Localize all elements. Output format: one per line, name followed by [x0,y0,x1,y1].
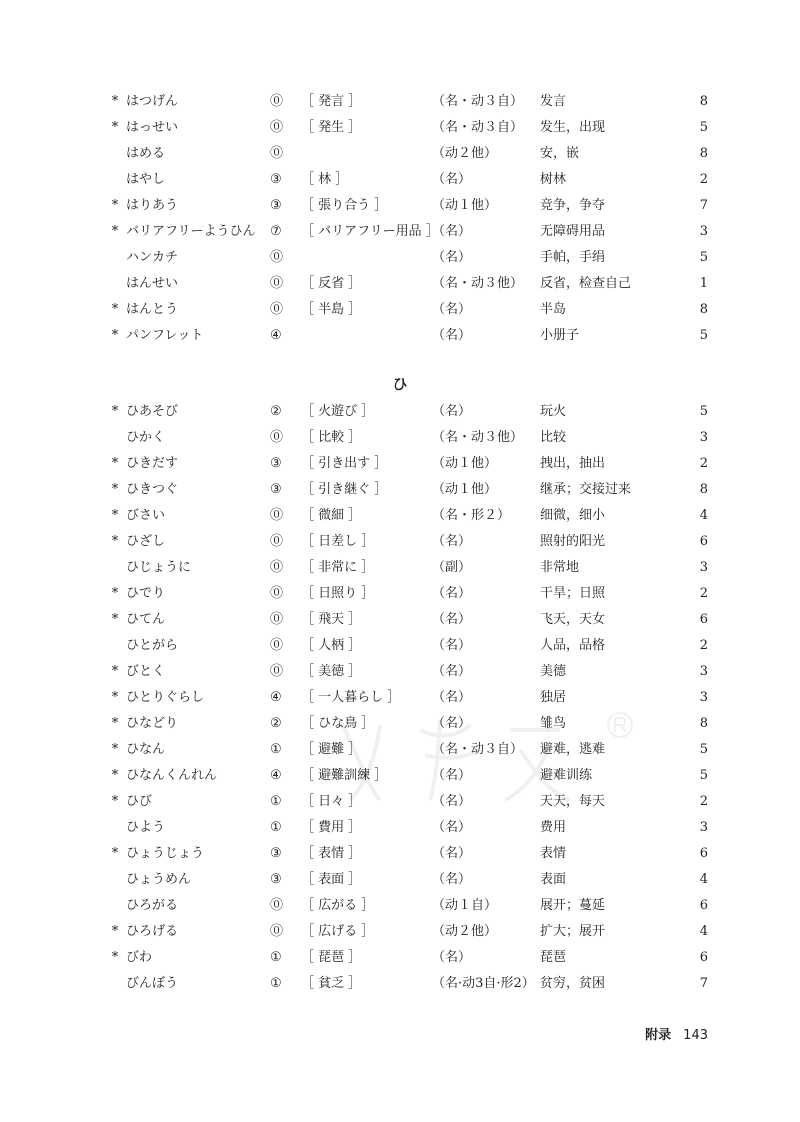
word-meaning: 费用 [540,820,567,835]
lesson-number: 7 [699,198,708,213]
vocab-row [0,607,800,633]
accent-mark: ③ [270,456,282,471]
word-reading: ひきつぐ [126,482,179,497]
part-of-speech: （动１他） [432,198,498,213]
accent-mark: ④ [270,768,282,783]
new-word-star: * [111,120,119,135]
accent-mark: ⓪ [270,508,284,523]
part-of-speech: （名·动3自·形2） [432,976,535,991]
word-meaning: 继承；交接过来 [540,482,632,497]
word-reading: ひよう [126,820,166,835]
vocab-row [0,815,800,841]
lesson-number: 2 [699,638,708,653]
part-of-speech: （名） [432,534,472,549]
part-of-speech: （名） [432,172,472,187]
part-of-speech: （名） [432,950,472,965]
word-meaning: 表情 [540,846,567,861]
kana-section-heading: ひ [392,375,408,393]
vocab-row [0,789,800,815]
vocab-row [0,167,800,193]
accent-mark: ② [270,716,282,731]
word-meaning: 半岛 [540,302,567,317]
lesson-number: 7 [699,976,708,991]
word-kanji: ［ 非常に ］ [301,560,375,575]
word-kanji: ［ 飛天 ］ [301,612,362,627]
lesson-number: 8 [699,94,708,109]
lesson-number: 3 [699,664,708,679]
word-reading: ひてん [126,612,166,627]
lesson-number: 8 [699,146,708,161]
accent-mark: ⓪ [270,612,284,627]
vocab-row [0,893,800,919]
lesson-number: 5 [699,328,708,343]
new-word-star: * [111,612,119,627]
part-of-speech: （动１他） [432,482,498,497]
part-of-speech: （名・动３自） [432,742,524,757]
word-meaning: 琵琶 [540,950,567,965]
page-number: 143 [683,1028,708,1043]
new-word-star: * [111,94,119,109]
part-of-speech: （名） [432,612,472,627]
accent-mark: ⓪ [270,430,284,445]
word-reading: びとく [126,664,166,679]
vocab-row [0,945,800,971]
new-word-star: * [111,224,119,239]
accent-mark: ④ [270,690,282,705]
word-kanji: ［ 比較 ］ [301,430,362,445]
vocab-row [0,297,800,323]
word-meaning: 雏鸟 [540,716,567,731]
vocab-row [0,271,800,297]
vocab-row [0,451,800,477]
lesson-number: 5 [699,742,708,757]
part-of-speech: （名） [432,404,472,419]
word-reading: ひび [126,794,153,809]
new-word-star: * [111,198,119,213]
word-meaning: 无障碍用品 [540,224,606,239]
word-reading: ひでり [126,586,166,601]
word-meaning: 天天，每天 [540,794,606,809]
word-kanji: ［ 引き継ぐ ］ [301,482,388,497]
vocab-row [0,503,800,529]
word-kanji: ［ 発生 ］ [301,120,362,135]
word-reading: はめる [126,146,166,161]
word-kanji: ［ 日々 ］ [301,794,362,809]
word-reading: はりあう [126,198,179,213]
word-reading: ひょうめん [126,872,192,887]
lesson-number: 8 [699,302,708,317]
word-reading: ひじょうに [126,560,192,575]
word-meaning: 扩大；展开 [540,924,606,939]
part-of-speech: （名） [432,224,472,239]
accent-mark: ③ [270,872,282,887]
part-of-speech: （名） [432,846,472,861]
vocab-row [0,89,800,115]
word-reading: ひろがる [126,898,179,913]
part-of-speech: （名） [432,638,472,653]
accent-mark: ⓪ [270,924,284,939]
lesson-number: 3 [699,560,708,575]
accent-mark: ③ [270,846,282,861]
accent-mark: ⓪ [270,276,284,291]
word-meaning: 展开；蔓延 [540,898,606,913]
vocab-row [0,737,800,763]
word-meaning: 竞争，争夺 [540,198,606,213]
vocab-row [0,919,800,945]
accent-mark: ⓪ [270,302,284,317]
word-meaning: 玩火 [540,404,567,419]
word-meaning: 反省，检查自己 [540,276,632,291]
lesson-number: 6 [699,898,708,913]
word-meaning: 贫穷，贫困 [540,976,606,991]
word-reading: ひとがら [126,638,179,653]
accent-mark: ① [270,742,282,757]
lesson-number: 8 [699,482,708,497]
word-kanji: ［ 半島 ］ [301,302,362,317]
footer-label: 附录 [645,1028,672,1043]
accent-mark: ③ [270,172,282,187]
word-kanji: ［ 貧乏 ］ [301,976,362,991]
word-meaning: 非常地 [540,560,580,575]
part-of-speech: （动１自） [432,898,498,913]
part-of-speech: （名） [432,250,472,265]
vocab-section-hi [0,399,800,997]
word-meaning: 避难训练 [540,768,593,783]
new-word-star: * [111,742,119,757]
lesson-number: 6 [699,612,708,627]
lesson-number: 2 [699,794,708,809]
new-word-star: * [111,508,119,523]
word-meaning: 手帕，手绢 [540,250,606,265]
lesson-number: 3 [699,430,708,445]
word-reading: ひろげる [126,924,179,939]
vocab-row [0,555,800,581]
word-meaning: 避难，逃难 [540,742,606,757]
word-kanji: ［ ひな鳥 ］ [301,716,375,731]
part-of-speech: （名） [432,302,472,317]
new-word-star: * [111,456,119,471]
word-reading: はんとう [126,302,179,317]
word-reading: はつげん [126,94,179,109]
part-of-speech: （名・动３他） [432,276,524,291]
word-kanji: ［ 一人暮らし ］ [301,690,401,705]
word-meaning: 独居 [540,690,567,705]
new-word-star: * [111,302,119,317]
lesson-number: 5 [699,768,708,783]
word-meaning: 细微，细小 [540,508,606,523]
vocab-row [0,711,800,737]
word-reading: ひざし [126,534,166,549]
part-of-speech: （名） [432,716,472,731]
word-meaning: 飞天，天女 [540,612,606,627]
word-meaning: 美德 [540,664,567,679]
vocab-row [0,245,800,271]
word-meaning: 发言 [540,94,567,109]
word-kanji: ［ 表情 ］ [301,846,362,861]
accent-mark: ⓪ [270,898,284,913]
word-kanji: ［ 日照り ］ [301,586,375,601]
lesson-number: 2 [699,586,708,601]
word-reading: ひかく [126,430,166,445]
vocab-row [0,477,800,503]
vocab-row [0,841,800,867]
accent-mark: ⓪ [270,146,284,161]
part-of-speech: （名・动３自） [432,94,524,109]
accent-mark: ⓪ [270,250,284,265]
lesson-number: 6 [699,846,708,861]
word-kanji: ［ 美徳 ］ [301,664,362,679]
word-reading: バリアフリーようひん [126,224,256,239]
word-kanji: ［ 避難訓練 ］ [301,768,388,783]
word-kanji: ［ 人柄 ］ [301,638,362,653]
lesson-number: 4 [699,508,708,523]
word-reading: びわ [126,950,153,965]
accent-mark: ③ [270,198,282,213]
word-kanji: ［ 琵琶 ］ [301,950,362,965]
word-reading: ひょうじょう [126,846,205,861]
lesson-number: 2 [699,456,708,471]
lesson-number: 4 [699,872,708,887]
new-word-star: * [111,794,119,809]
word-meaning: 比较 [540,430,567,445]
accent-mark: ⓪ [270,560,284,575]
vocab-row [0,659,800,685]
accent-mark: ① [270,976,282,991]
word-kanji: ［ 火遊び ］ [301,404,375,419]
new-word-star: * [111,534,119,549]
lesson-number: 3 [699,224,708,239]
new-word-star: * [111,846,119,861]
accent-mark: ① [270,950,282,965]
vocab-row [0,529,800,555]
part-of-speech: （名） [432,664,472,679]
accent-mark: ⓪ [270,586,284,601]
word-meaning: 发生，出现 [540,120,606,135]
word-meaning: 照射的阳光 [540,534,606,549]
word-kanji: ［ 微細 ］ [301,508,362,523]
word-reading: ひなどり [126,716,179,731]
part-of-speech: （副） [432,560,472,575]
new-word-star: * [111,328,119,343]
new-word-star: * [111,950,119,965]
word-reading: びんぼう [126,976,179,991]
word-meaning: 拽出，抽出 [540,456,606,471]
word-kanji: ［ 反省 ］ [301,276,362,291]
new-word-star: * [111,586,119,601]
part-of-speech: （名） [432,328,472,343]
lesson-number: 5 [699,120,708,135]
vocab-row [0,685,800,711]
vocab-row [0,867,800,893]
accent-mark: ⓪ [270,534,284,549]
word-meaning: 树林 [540,172,567,187]
vocab-section-ha [0,89,800,349]
new-word-star: * [111,404,119,419]
new-word-star: * [111,716,119,731]
vocab-row [0,323,800,349]
accent-mark: ④ [270,328,282,343]
accent-mark: ⓪ [270,120,284,135]
accent-mark: ⓪ [270,94,284,109]
vocab-row [0,971,800,997]
lesson-number: 5 [699,250,708,265]
lesson-number: 6 [699,950,708,965]
part-of-speech: （名） [432,586,472,601]
part-of-speech: （名・动３自） [432,120,524,135]
part-of-speech: （名） [432,872,472,887]
part-of-speech: （名・形２） [432,508,511,523]
word-kanji: ［ 林 ］ [301,172,349,187]
word-kanji: ［ 避難 ］ [301,742,362,757]
lesson-number: 3 [699,690,708,705]
word-kanji: ［ 引き出す ］ [301,456,388,471]
word-reading: はやし [126,172,166,187]
new-word-star: * [111,924,119,939]
page-footer [645,1026,708,1046]
accent-mark: ② [270,404,282,419]
word-kanji: ［ 発言 ］ [301,94,362,109]
word-kanji: ［ 広がる ］ [301,898,375,913]
part-of-speech: （动２他） [432,924,498,939]
vocab-row [0,581,800,607]
part-of-speech: （动２他） [432,146,498,161]
word-reading: ひあそび [126,404,179,419]
accent-mark: ⓪ [270,664,284,679]
word-kanji: ［ 広げる ］ [301,924,375,939]
lesson-number: 3 [699,820,708,835]
new-word-star: * [111,482,119,497]
vocab-row [0,763,800,789]
word-reading: ひなん [126,742,166,757]
vocab-row [0,399,800,425]
vocab-row [0,425,800,451]
part-of-speech: （名・动３他） [432,430,524,445]
word-reading: ひとりぐらし [126,690,205,705]
accent-mark: ③ [270,482,282,497]
new-word-star: * [111,690,119,705]
part-of-speech: （名） [432,768,472,783]
accent-mark: ① [270,794,282,809]
vocab-row [0,193,800,219]
word-reading: パンフレット [126,328,204,343]
word-reading: ひきだす [126,456,179,471]
part-of-speech: （动１他） [432,456,498,471]
part-of-speech: （名） [432,820,472,835]
word-kanji: ［ 表面 ］ [301,872,362,887]
word-kanji: ［ 日差し ］ [301,534,375,549]
lesson-number: 5 [699,404,708,419]
lesson-number: 2 [699,172,708,187]
word-reading: はっせい [126,120,179,135]
word-kanji: ［ 張り合う ］ [301,198,388,213]
part-of-speech: （名） [432,794,472,809]
vocab-row [0,115,800,141]
vocab-row [0,219,800,245]
lesson-number: 8 [699,716,708,731]
word-meaning: 小册子 [540,328,580,343]
word-reading: ハンカチ [126,250,179,265]
word-reading: はんせい [126,276,179,291]
word-meaning: 表面 [540,872,567,887]
accent-mark: ⓪ [270,638,284,653]
part-of-speech: （名） [432,690,472,705]
new-word-star: * [111,768,119,783]
word-kanji: ［ バリアフリー用品 ］ [301,224,439,239]
word-meaning: 干旱；日照 [540,586,606,601]
word-reading: ひなんくんれん [126,768,218,783]
word-meaning: 安，嵌 [540,146,580,161]
lesson-number: 6 [699,534,708,549]
lesson-number: 1 [699,276,708,291]
word-reading: びさい [126,508,166,523]
accent-mark: ⑦ [270,224,282,239]
vocab-row [0,141,800,167]
new-word-star: * [111,664,119,679]
word-meaning: 人品，品格 [540,638,606,653]
lesson-number: 4 [699,924,708,939]
vocab-row [0,633,800,659]
accent-mark: ① [270,820,282,835]
word-kanji: ［ 費用 ］ [301,820,362,835]
